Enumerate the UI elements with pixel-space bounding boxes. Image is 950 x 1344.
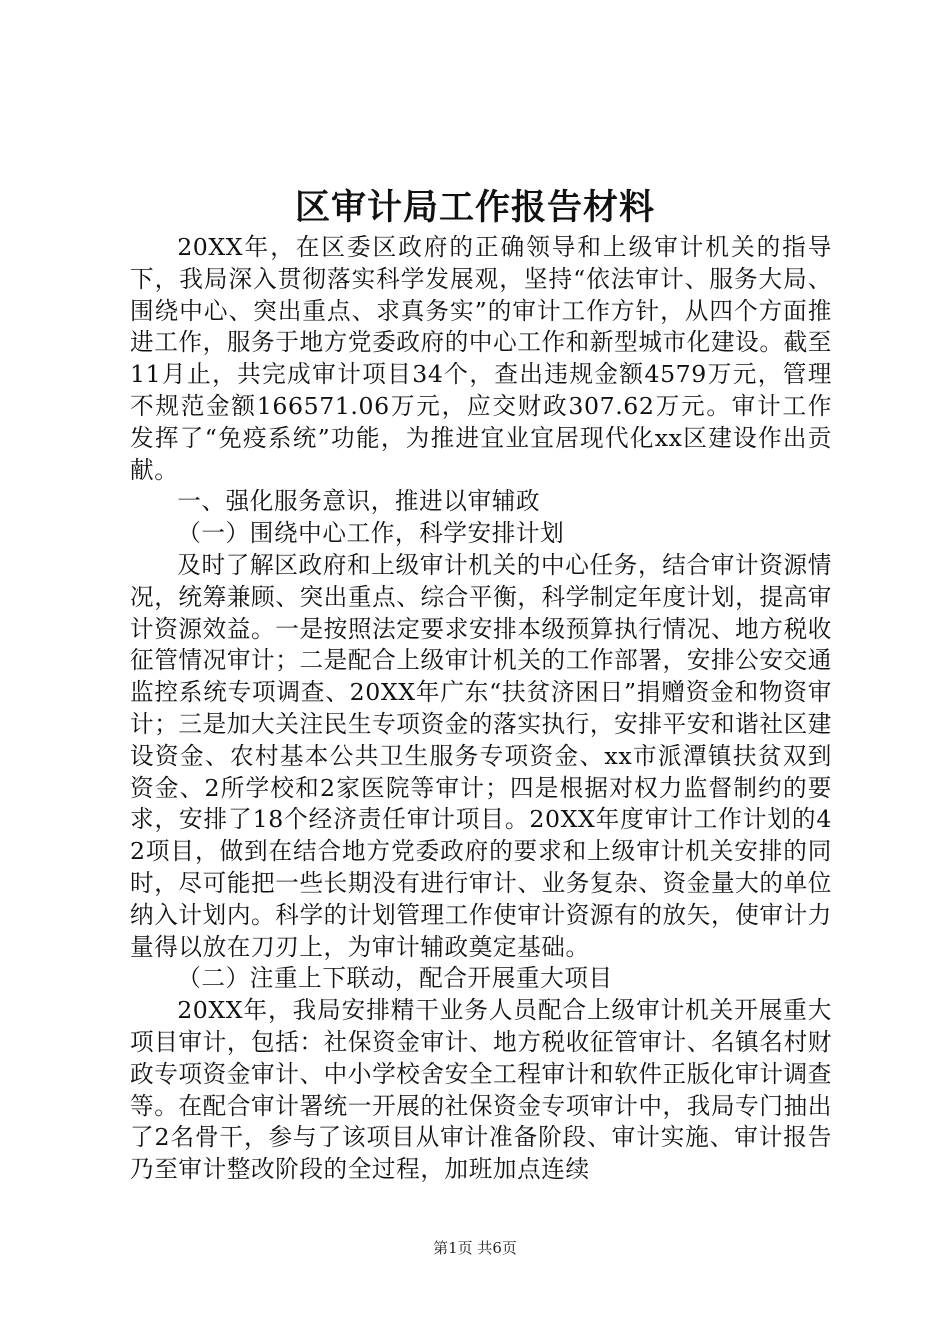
document-body [130, 232, 832, 1186]
paragraph-plan: 及时了解区政府和上级审计机关的中心任务，结合审计资源情况，统筹兼顾、突出重点、综合平衡，科学制定年度计划，提高审计资源效益。一是按照法定要求安排本级预算执行情况、地方税收征管情况审计；二是配合上级审计机关的工作部署，安排公安交通监控系统专项调查、20XX年广东“扶贫济困日”捐赠资金和物资审计；三是加大关注民生专项资金的落实执行，安排平安和谐社区建设资金、农村基本公共卫生服务专项资金、xx市派潭镇扶贫双到资金、2所学校和2家医院等审计；四是根据对权力监督制约的要求，安排了18个经济责任审计项目。20XX年度审计工作计划的42项目，做到在结合地方党委政府的要求和上级审计机关安排的同时，尽可能把一些长期没有进行审计、业务复杂、资金量大的单位纳入计划内。科学的计划管理工作使审计资源有的放矢，使审计力量得以放在刀刃上，为审计辅政奠定基础。 [130, 550, 832, 961]
paragraph-projects: 20XX年，我局安排精干业务人员配合上级审计机关开展重大项目审计，包括：社保资金审计、地方税收征管审计、名镇名村财政专项资金审计、中小学校舍安全工程审计和软件正版化审计调查等。在配合审计署统一开展的社保资金专项审计中，我局专门抽出了2名骨干，参与了该项目从审计准备阶段、审计实施、审计报告乃至审计整改阶段的全过程，加班加点连续 [130, 996, 832, 1184]
page-number-footer: 第1页 共6页 [433, 1239, 517, 1257]
subsection-heading-1: （一）围绕中心工作，科学安排计划 [177, 519, 565, 548]
section-heading-1: 一、强化服务意识，推进以审辅政 [177, 487, 541, 516]
subsection-heading-2: （二）注重上下联动，配合开展重大项目 [177, 964, 613, 993]
document-title: 区审计局工作报告材料 [294, 187, 655, 228]
paragraph-intro: 20XX年，在区委区政府的正确领导和上级审计机关的指导下，我局深入贯彻落实科学发展观，坚持“依法审计、服务大局、围绕中心、突出重点、求真务实”的审计工作方针，从四个方面推进工作，服务于地方党委政府的中心工作和新型城市化建设。截至11月止，共完成审计项目34个，查出违规金额4579万元，管理不规范金额166571.06万元，应交财政307.62万元。审计工作发挥了“免疫系统”功能，为推进宜业宜居现代化xx区建设作出贡献。 [130, 233, 832, 484]
